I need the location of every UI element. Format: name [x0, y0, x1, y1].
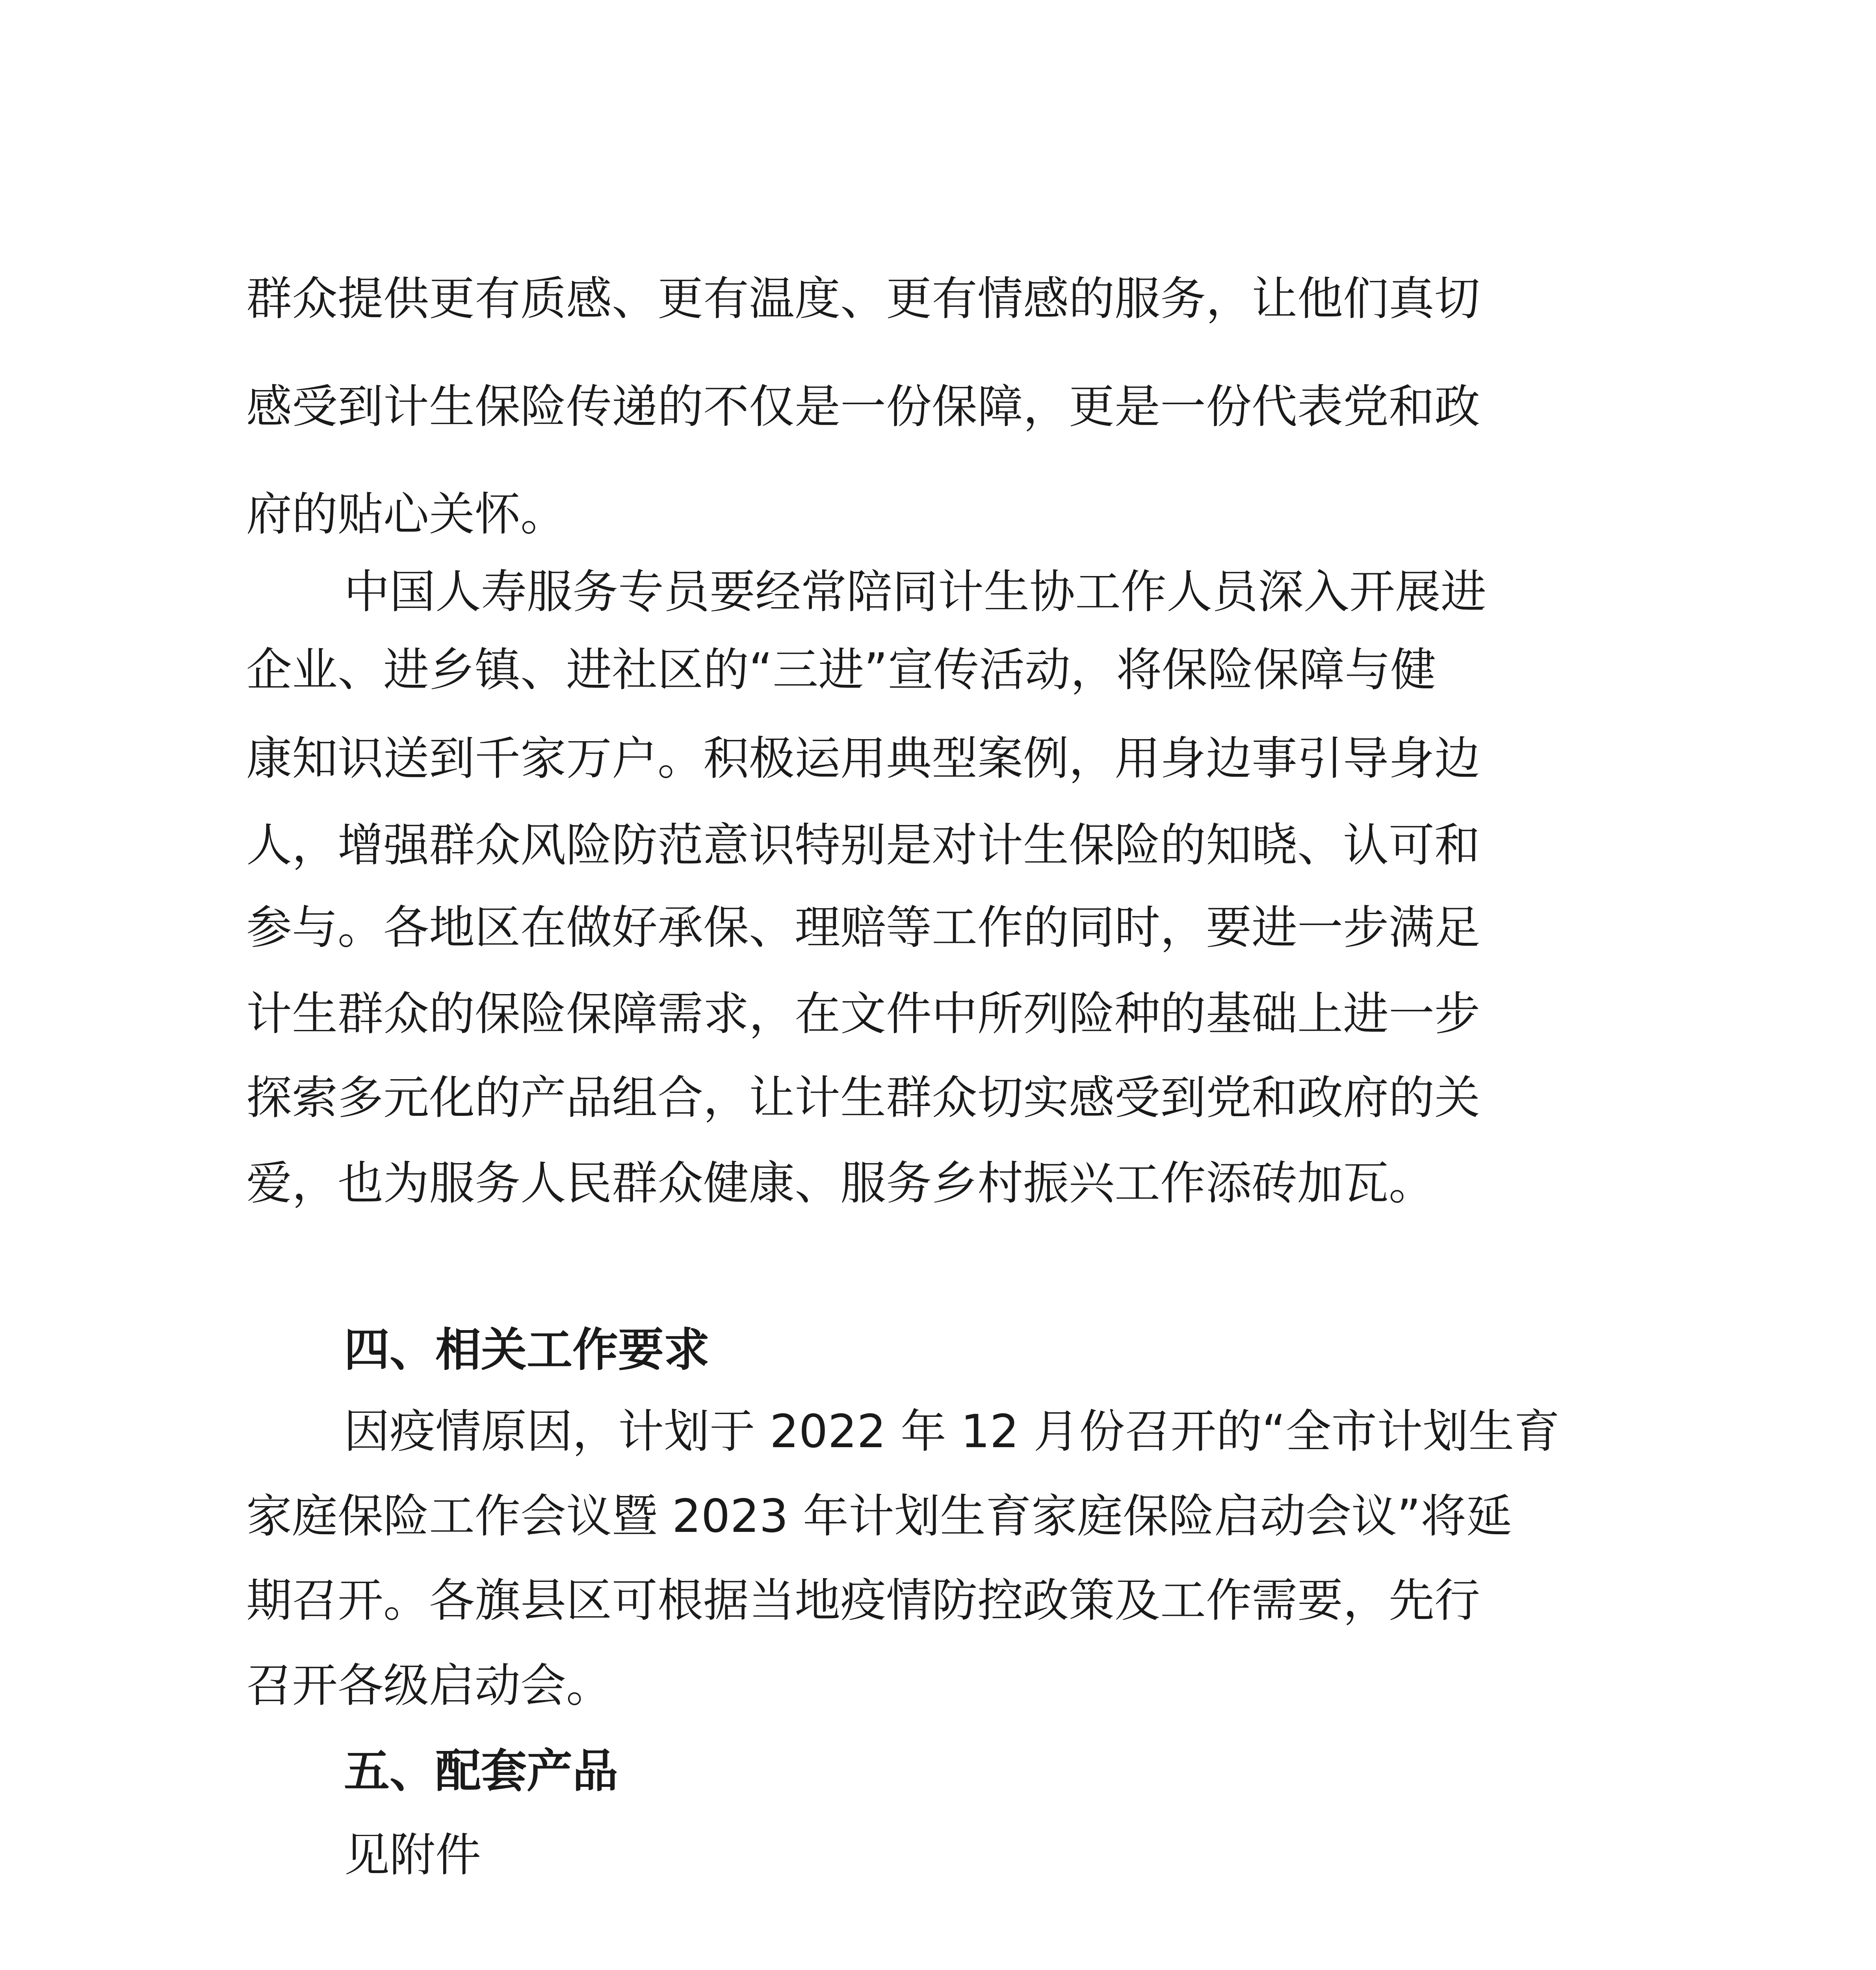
paragraph-line: 召开各级启动会。 — [246, 1659, 612, 1712]
section-heading-4: 四、相关工作要求 — [344, 1323, 710, 1377]
paragraph-line: 因疫情原因，计划于 2022 年 12 月份召开的“全市计划生育 — [344, 1405, 1560, 1458]
paragraph-line: 府的贴心关怀。 — [246, 488, 566, 541]
paragraph-line: 参与。各地区在做好承保、理赔等工作的同时，要进一步满足 — [246, 901, 1480, 954]
paragraph-line: 中国人寿服务专员要经常陪同计生协工作人员深入开展进 — [344, 565, 1486, 619]
paragraph-line: 探索多元化的产品组合，让计生群众切实感受到党和政府的关 — [246, 1071, 1480, 1124]
section-heading-5: 五、配套产品 — [344, 1745, 618, 1798]
paragraph-line: 家庭保险工作会议暨 2023 年计划生育家庭保险启动会议”将延 — [246, 1490, 1512, 1543]
paragraph-line: 人，增强群众风险防范意识特别是对计生保险的知晓、认可和 — [246, 819, 1480, 872]
paragraph-line: 群众提供更有质感、更有温度、更有情感的服务，让他们真切 — [246, 272, 1480, 325]
paragraph-line: 见附件 — [344, 1829, 481, 1882]
paragraph-line: 计生群众的保险保障需求，在文件中所列险种的基础上进一步 — [246, 987, 1480, 1041]
paragraph-line: 爱，也为服务人民群众健康、服务乡村振兴工作添砖加瓦。 — [246, 1157, 1434, 1210]
paragraph-line: 康知识送到千家万户。积极运用典型案例，用身边事引导身边 — [246, 732, 1480, 785]
paragraph-line: 企业、进乡镇、进社区的“三进”宣传活动，将保险保障与健 — [246, 643, 1436, 697]
paragraph-line: 期召开。各旗县区可根据当地疫情防控政策及工作需要，先行 — [246, 1574, 1480, 1627]
paragraph-line: 感受到计生保险传递的不仅是一份保障，更是一份代表党和政 — [246, 380, 1480, 433]
